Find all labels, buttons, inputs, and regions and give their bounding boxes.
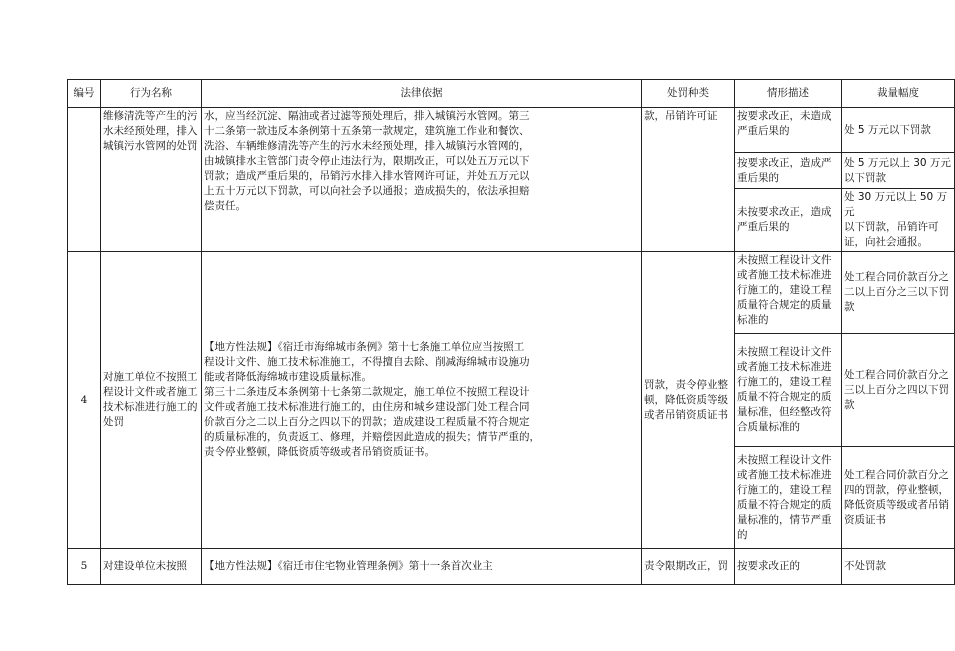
header-description: 情形描述 — [735, 80, 842, 108]
situation-cell: 未按照工程设计文件 或者施工技术标准进 行施工的，建设工程 质量不符合规定的质 量标准的，情节严重 的 — [735, 447, 842, 549]
legal-basis-cell: 【地方性法规】《宿迁市住宅物业管理条例》第十一条首次业主 — [202, 549, 642, 585]
table-row — [68, 108, 955, 153]
range-cell: 不处罚款 — [842, 549, 955, 585]
range-cell: 处工程合同价款百分之 四的罚款，停业整顿， 降低资质等级或者吊销 资质证书 — [842, 447, 955, 549]
situation-cell: 按要求改正的 — [735, 549, 842, 585]
penalty-type-cell: 罚款，责令停业整 顿，降低资质等级 或者吊销资质证书 — [642, 252, 735, 549]
penalty-type-cell: 责令限期改正，罚 — [642, 549, 735, 585]
penalty-table — [67, 79, 955, 585]
range-cell: 处工程合同价款百分之 三以上百分之四以下罚 款 — [842, 334, 955, 447]
legal-basis-cell: 水，应当经沉淀、隔油或者过滤等预处理后，排入城镇污水管网。第三 十二条第一款违反本条例第十五条第一款规定，建筑施工作业和餐饮、 洗浴、车辆维修清洗等产生的污水未经预处理，排入城镇污水管网的， 由城镇排水主管部门责令停止违法行为，限期改正，可以处五万元以下 罚款；造成严重后果的，吊销污水排入排水管网许可证，并处五万元以 上五十万元以下罚款，可以向社会予以通报；造成损失的，依法承担赔 偿责任。 — [202, 108, 642, 252]
situation-cell: 未按照工程设计文件 或者施工技术标准进 行施工的，建设工程 质量符合规定的质量 标准的 — [735, 252, 842, 334]
range-cell: 处 5 万元以下罚款 — [842, 108, 955, 153]
row-number — [68, 108, 101, 252]
situation-cell: 按要求改正，未造成 严重后果的 — [735, 108, 842, 153]
row-number: 5 — [68, 549, 101, 585]
header-penalty: 处罚种类 — [642, 80, 735, 108]
legal-basis-cell: 【地方性法规】《宿迁市海绵城市条例》第十七条施工单位应当按照工 程设计文件、施工技术标准施工，不得擅自去除、削减海绵城市设施功 能或者降低海绵城市建设质量标准。 第三十二条违反本条例第十七条第二款规定，施工单位不按照工程设计 文件或者施工技术标准进行施工的，由住房和城乡建设部门处工程合同 价款百分之二以上百分之四以下的罚款；造成建设工程质量不符合规定 的质量标准的，负责返工、修理，并赔偿因此造成的损失；情节严重的， 责令停业整顿，降低资质等级或者吊销资质证书。 — [202, 252, 642, 549]
header-row — [68, 80, 955, 108]
situation-cell: 未按照工程设计文件 或者施工技术标准进 行施工的，建设工程 质量不符合规定的质 量标准，但经整改符 合质量标准的 — [735, 334, 842, 447]
penalty-type-cell: 款，吊销许可证 — [642, 108, 735, 252]
table-row — [68, 549, 955, 585]
situation-cell: 未按要求改正，造成 严重后果的 — [735, 189, 842, 252]
situation-cell: 按要求改正，造成严 重后果的 — [735, 153, 842, 189]
header-basis: 法律依据 — [202, 80, 642, 108]
row-number: 4 — [68, 252, 101, 549]
header-number: 编号 — [68, 80, 101, 108]
behavior-cell: 对建设单位未按照 — [101, 549, 202, 585]
table-row — [68, 252, 955, 334]
header-range: 裁量幅度 — [842, 80, 955, 108]
behavior-cell: 维修清洗等产生的污 水未经预处理，排入 城镇污水管网的处罚 — [101, 108, 202, 252]
range-cell: 处工程合同价款百分之 二以上百分之三以下罚 款 — [842, 252, 955, 334]
range-cell: 处 5 万元以上 30 万元 以下罚款 — [842, 153, 955, 189]
behavior-cell: 对施工单位不按照工 程设计文件或者施工 技术标准进行施工的 处罚 — [101, 252, 202, 549]
range-cell: 处 30 万元以上 50 万元 以下罚款，吊销许可 证，向社会通报。 — [842, 189, 955, 252]
header-behavior: 行为名称 — [101, 80, 202, 108]
